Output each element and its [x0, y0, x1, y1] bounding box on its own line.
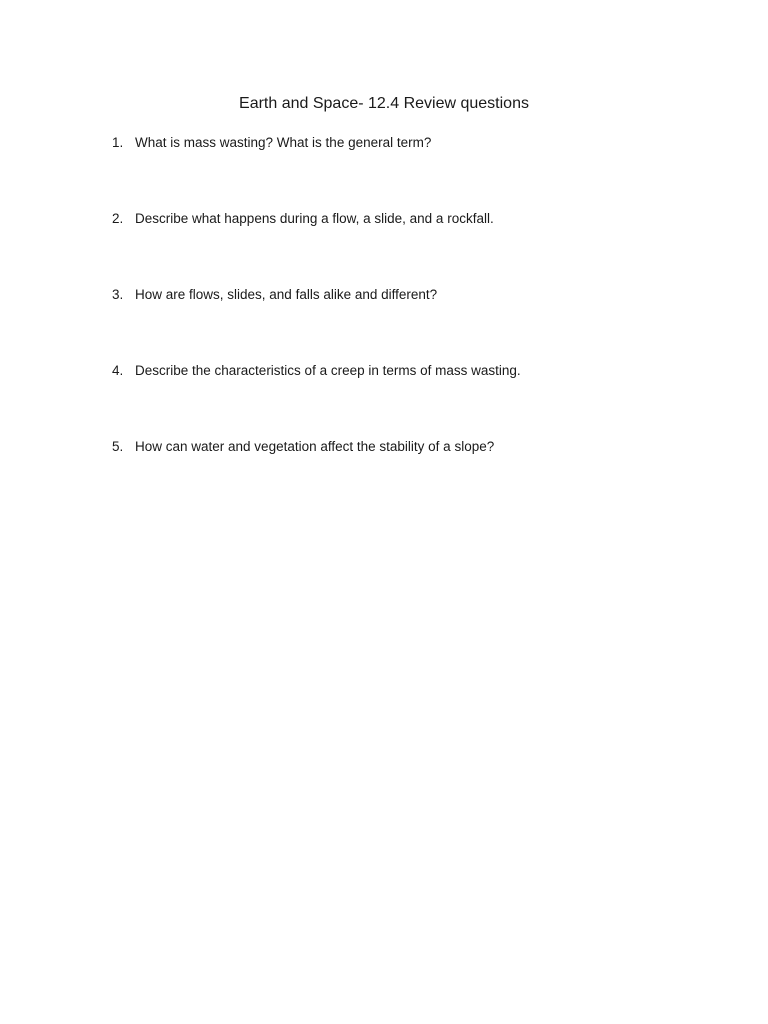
question-text: Describe the characteristics of a creep in terms of mass wasting.: [135, 363, 521, 378]
question-number: 4.: [112, 363, 124, 378]
question-item-3: [112, 285, 712, 361]
question-text: What is mass wasting? What is the general term?: [135, 135, 432, 150]
document-title: Earth and Space- 12.4 Review questions: [239, 95, 529, 112]
question-list: [112, 133, 712, 513]
question-text: How are flows, slides, and falls alike and different?: [135, 287, 438, 302]
question-item-2: [112, 209, 712, 285]
question-number: 3.: [112, 287, 124, 302]
question-number: 5.: [112, 439, 124, 454]
question-item-4: [112, 361, 712, 437]
question-item-1: [112, 133, 712, 209]
question-text: How can water and vegetation affect the stability of a slope?: [135, 439, 495, 454]
question-number: 2.: [112, 211, 124, 226]
question-text: Describe what happens during a flow, a slide, and a rockfall.: [135, 211, 494, 226]
question-number: 1.: [112, 135, 124, 150]
question-item-5: [112, 437, 712, 513]
